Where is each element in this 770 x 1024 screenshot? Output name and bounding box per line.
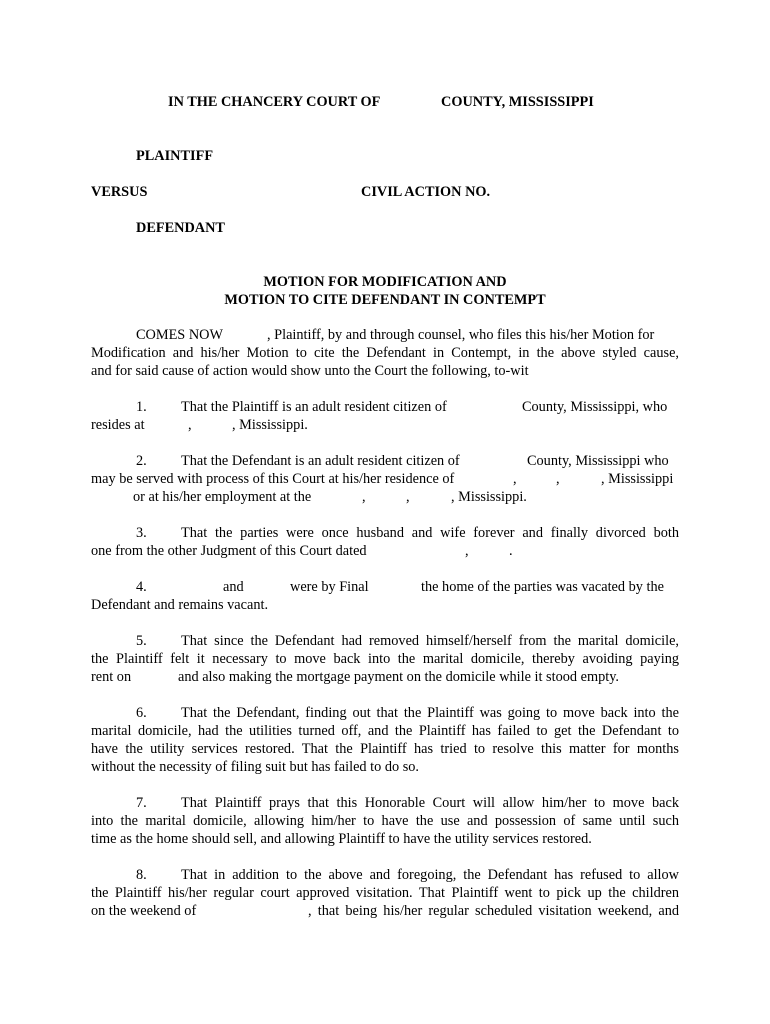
para-5-number: 5.	[136, 633, 147, 649]
para-3-number: 3.	[136, 525, 147, 541]
para-6-line4: without the necessity of filing suit but has failed to do so.	[91, 759, 419, 775]
para-2-line1b: County, Mississippi who	[527, 453, 669, 469]
intro-line1: , Plaintiff, by and through counsel, who files this his/her Motion for	[267, 327, 655, 343]
para-1-number: 1.	[136, 399, 147, 415]
para-5-line3a: rent on	[91, 669, 132, 685]
para-4-line1c: the home of the parties was vacated by the	[421, 579, 664, 595]
para-3-line2b: ,	[465, 543, 469, 559]
county-heading: COUNTY, MISSISSIPPI	[441, 94, 594, 110]
para-2-line3b: ,	[362, 489, 366, 505]
para-1-line2b: ,	[188, 417, 192, 433]
para-8-number: 8.	[136, 867, 147, 883]
para-7-number: 7.	[136, 795, 147, 811]
para-1-line1a: That the Plaintiff is an adult resident citizen of	[181, 399, 447, 415]
para-2-line2b: ,	[513, 471, 517, 487]
para-1-line1b: County, Mississippi, who	[522, 399, 668, 415]
para-2-line2a: may be served with process of this Court at his/her residence of	[91, 471, 455, 487]
para-2-line1a: That the Defendant is an adult resident citizen of	[181, 453, 460, 469]
para-5-line3b: and also making the mortgage payment on the domicile while it stood empty.	[178, 669, 619, 685]
para-8-line2: the Plaintiff his/her regular court approved visitation. That Plaintiff went to pick up the children	[91, 885, 679, 901]
para-3-line2a: one from the other Judgment of this Court dated	[91, 543, 367, 559]
motion-title-line2: MOTION TO CITE DEFENDANT IN CONTEMPT	[224, 292, 546, 308]
para-6-number: 6.	[136, 705, 147, 721]
para-6-line2: marital domicile, had the utilities turned off, and the Plaintiff has failed to get the Defendant to	[91, 723, 679, 739]
para-7-line1: That Plaintiff prays that this Honorable Court will allow him/her to move back	[181, 795, 679, 811]
civil-action-label: CIVIL ACTION NO.	[361, 184, 491, 200]
para-2-line3a: or at his/her employment at the	[133, 489, 312, 505]
para-4-line1a: and	[223, 579, 244, 595]
para-3-line2c: .	[509, 543, 513, 559]
para-1-line2a: resides at	[91, 417, 145, 433]
intro-comes-now: COMES NOW	[136, 327, 223, 343]
plaintiff-label: PLAINTIFF	[136, 148, 214, 164]
intro-line3: and for said cause of action would show unto the Court the following, to-wit	[91, 363, 529, 379]
para-2-line2c: ,	[556, 471, 560, 487]
para-4-line1b: were by Final	[290, 579, 369, 595]
para-7-line2: into the marital domicile, allowing him/her to have the use and possession of same until such	[91, 813, 679, 829]
defendant-label: DEFENDANT	[136, 220, 225, 236]
para-4-line2: Defendant and remains vacant.	[91, 597, 269, 613]
para-8-line1: That in addition to the above and foregoing, the Defendant has refused to allow	[181, 867, 679, 883]
para-1-line2c: , Mississippi.	[232, 417, 308, 433]
versus-label: VERSUS	[91, 184, 148, 200]
para-2-line3d: , Mississippi.	[451, 489, 527, 505]
para-2-line2d: , Mississippi	[601, 471, 674, 487]
para-4-number: 4.	[136, 579, 147, 595]
para-8-line3b: , that being his/her regular scheduled visitation weekend, and	[308, 903, 679, 919]
para-2-line3c: ,	[406, 489, 410, 505]
para-6-line1: That the Defendant, finding out that the Plaintiff was going to move back into the	[181, 705, 679, 721]
para-8-line3a: on the weekend of	[91, 903, 197, 919]
motion-title-line1: MOTION FOR MODIFICATION AND	[263, 274, 507, 290]
para-5-line2: the Plaintiff felt it necessary to move back into the marital domicile, thereby avoiding paying	[91, 651, 679, 667]
para-6-line3: have the utility services restored. That the Plaintiff has tried to resolve this matter for months	[91, 741, 679, 757]
court-heading: IN THE CHANCERY COURT OF	[168, 94, 381, 110]
para-2-number: 2.	[136, 453, 147, 469]
para-7-line3: time as the home should sell, and allowing Plaintiff to have the utility services restored.	[91, 831, 592, 847]
para-3-line1: That the parties were once husband and wife forever and finally divorced both	[181, 525, 679, 541]
intro-line2: Modification and his/her Motion to cite the Defendant in Contempt, in the above styled cause,	[91, 345, 679, 361]
para-5-line1: That since the Defendant had removed himself/herself from the marital domicile,	[181, 633, 679, 649]
